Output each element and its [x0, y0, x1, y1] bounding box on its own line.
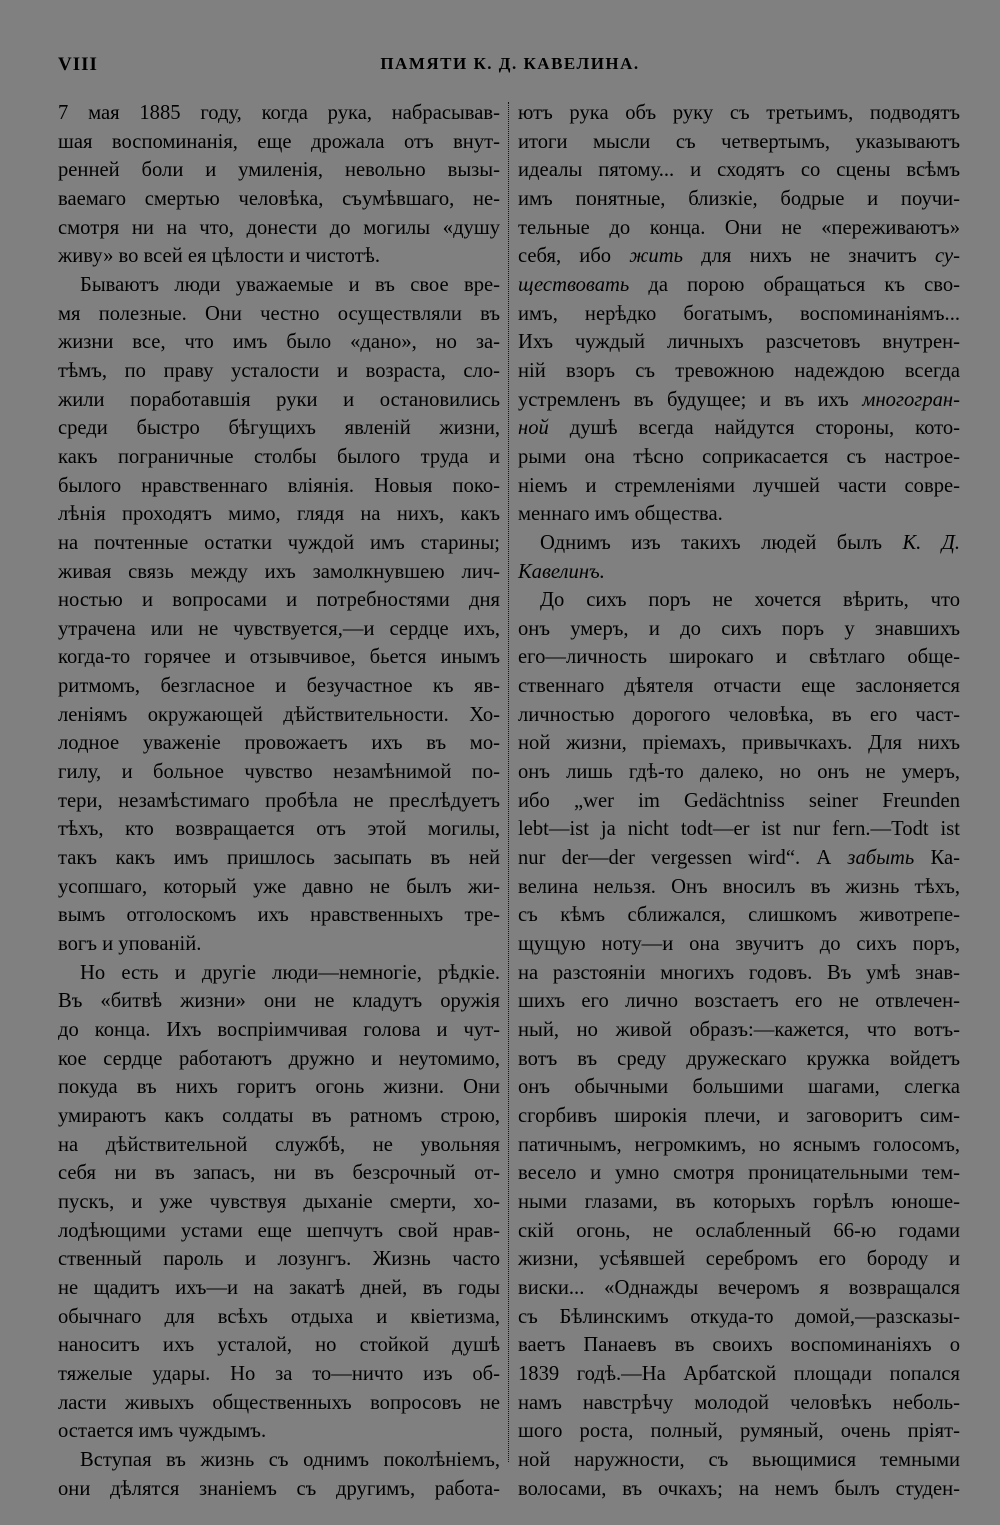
text-line: покуда въ нихъ горитъ огонь жизни. Они [58, 1076, 500, 1099]
text-line [518, 386, 960, 415]
text-line: тяжелые удары. Но за то—ничто изъ об- [58, 1362, 500, 1385]
text-run: ной жизни, пріемахъ, привычкахъ. Для нихъ [518, 732, 960, 755]
text-run: ибо „wer im Gedächtniss seiner Freunden [518, 789, 960, 812]
text-run: съ Бѣлинскимъ откуда-то домой,—разсказы- [518, 1305, 960, 1328]
text-line: вымъ отголоскомъ ихъ нравственныхъ тре- [58, 904, 500, 927]
text-line [518, 1446, 960, 1475]
text-line [518, 1475, 960, 1504]
text-run: имъ, нерѣдко богатымъ, воспоминаніямъ... [518, 302, 960, 325]
text-run: ными глазами, въ которыхъ горѣлъ юноше- [518, 1190, 960, 1213]
text-line: наноситъ ихъ усталой, но стойкой душѣ [58, 1334, 500, 1357]
text-run: ваетъ Панаевъ въ своихъ воспоминаніяхъ о [518, 1334, 960, 1357]
text-run: ніемъ и стремленіями лучшей части совре- [518, 474, 960, 497]
text-run: тельные до конца. Они не «переживаютъ» [518, 216, 960, 239]
text-line [518, 156, 960, 185]
text-run: на разстояніи многихъ годовъ. Въ умѣ знав- [518, 961, 960, 984]
text-line: остается имъ чуждымъ. [58, 1420, 267, 1443]
text-line [518, 959, 960, 988]
text-line: на дѣйствительной службѣ, не увольняя [58, 1133, 500, 1156]
column-divider [508, 102, 509, 1462]
text-line: ственный пароль и лозунгъ. Жизнь часто [58, 1248, 500, 1271]
text-run: да порою обращаться къ сво- [629, 273, 960, 296]
text-line: леніямъ окружающей дѣйствительности. Хо- [58, 703, 500, 726]
text-run: Однимъ изъ такихъ людей былъ [540, 531, 903, 554]
text-line [518, 128, 960, 157]
text-line [518, 1131, 960, 1160]
text-line: мя полезные. Они честно осуществляли въ [58, 302, 500, 325]
running-title: ПАМЯТИ К. Д. КАВЕЛИНА. [380, 54, 640, 73]
text-run: итоги мысли съ четвертымъ, указываютъ [518, 130, 960, 153]
text-line [518, 1245, 960, 1274]
text-line: на почтенные остатки чуждой имъ старины; [58, 531, 500, 554]
text-line: не щадитъ ихъ—и на закатѣ дней, въ годы [58, 1276, 500, 1299]
text-line [518, 472, 960, 501]
text-line [518, 815, 960, 844]
text-run: патичнымъ, негромкимъ, но яснымъ голосомъ, [518, 1133, 960, 1156]
text-run: вотъ въ среду дружескаго кружка войдетъ [518, 1047, 960, 1070]
text-line [518, 672, 960, 701]
text-run: ютъ рука объ руку съ третьимъ, подводятъ [518, 102, 960, 124]
text-line: смотря ни на что, донести до могилы «душу [58, 216, 500, 239]
text-run: сгорбивъ широкія плечи, и заговоритъ сим- [518, 1104, 960, 1127]
text-run: До сихъ поръ не хочется вѣрить, что [540, 589, 960, 612]
text-run: 1839 годѣ.—На Арбатской площади попался [518, 1362, 960, 1385]
text-run: его—личность широкаго и свѣтлаго обще- [518, 646, 960, 669]
text-run: себя, ибо [518, 245, 630, 268]
text-line: себя ни въ запасъ, ни въ безсрочный от- [58, 1162, 500, 1185]
text-line: утрачена или не чувствуется,—и сердце ихъ, [58, 617, 500, 640]
text-run: шого роста, полный, румяный, очень пріят- [518, 1420, 960, 1443]
text-line [518, 1073, 960, 1102]
text-line: ритмомъ, безгласное и безучастное къ яв- [58, 675, 500, 698]
text-line [518, 357, 960, 386]
text-run: онъ лишь гдѣ-то далеко, но онъ не умеръ, [518, 761, 960, 784]
text-run: меннаго имъ общества. [518, 503, 723, 526]
text-line [518, 1217, 960, 1246]
text-line: усопшаго, который уже давно не былъ жи- [58, 875, 500, 898]
text-line: такъ какъ имъ пришлось засыпать въ ней [58, 847, 500, 870]
text-line: тѣхъ, кто возвращается отъ этой могилы, [58, 818, 500, 841]
text-line [518, 643, 960, 672]
text-line [518, 443, 960, 472]
text-line [518, 214, 960, 243]
text-line [518, 586, 960, 615]
text-line [518, 529, 960, 558]
italic-run: ществовать [518, 273, 630, 296]
text-run: личностью дорогого человѣка, въ его част- [518, 703, 960, 726]
text-line [518, 729, 960, 758]
text-line [518, 1331, 960, 1360]
text-line [518, 844, 960, 873]
text-line [518, 1102, 960, 1131]
text-run: велина нельзя. Онъ вносилъ въ жизнь тѣхъ, [518, 875, 960, 898]
right-text-column [518, 99, 960, 1503]
text-line: лѣнія проходятъ мимо, глядя на нихъ, какъ [58, 503, 500, 526]
text-run: рыми она тѣсно соприкасается съ настрое- [518, 445, 960, 468]
text-run: ній взоръ съ тревожною надеждою всегда [518, 359, 960, 382]
text-line [518, 987, 960, 1016]
text-line [518, 558, 960, 587]
text-line: лодное уваженіе провожаетъ ихъ въ мо- [58, 732, 500, 755]
italic-run: Кавелинъ. [518, 560, 605, 583]
text-line: живу» во всей ея цѣлости и чистотѣ. [58, 245, 380, 268]
text-run: душѣ всегда найдутся стороны, кото- [548, 417, 960, 440]
text-line [518, 185, 960, 214]
text-line: какъ пограничные столбы былого труда и [58, 445, 500, 468]
italic-run: су- [934, 245, 960, 268]
text-line [518, 1303, 960, 1332]
text-line [518, 1188, 960, 1217]
text-line [518, 701, 960, 730]
text-line: ваемаго смертью человѣка, съумѣвшаго, не- [58, 187, 500, 210]
text-line: тери, незамѣстимаго пробѣла не преслѣдуетъ [58, 789, 500, 812]
text-line: умираютъ какъ солдаты въ ратномъ строю, [58, 1104, 500, 1127]
text-line [518, 1159, 960, 1188]
text-run: для нихъ не значитъ [682, 245, 935, 268]
text-line [518, 271, 960, 300]
text-run: имъ понятные, близкіе, бодрые и поучи- [518, 187, 960, 210]
text-line [518, 615, 960, 644]
text-run: весело и умно смотря проницательными тем- [518, 1162, 960, 1185]
text-run: nur der—der vergessen wird“. А [518, 847, 848, 870]
text-line: Бываютъ люди уважаемые и въ свое вре- [80, 273, 500, 296]
text-run: ственнаго дѣятеля отчасти еще заслоняется [518, 675, 960, 698]
text-run: щущую ноту—и она звучитъ до сихъ поръ, [518, 933, 960, 956]
text-line: ренней боли и умиленія, невольно вызы- [58, 159, 500, 182]
text-line: Вступая въ жизнь съ однимъ поколѣніемъ, [80, 1448, 500, 1471]
text-line [518, 1274, 960, 1303]
text-line [518, 99, 960, 128]
text-run: съ кѣмъ сближался, слишкомъ животрепе- [518, 904, 960, 927]
text-line: когда-то горячее и отзывчивое, бьется инымъ [58, 646, 500, 669]
text-line: до конца. Ихъ воспріимчивая голова и чут- [58, 1019, 500, 1041]
text-line: 7 мая 1885 году, когда рука, набрасывав- [58, 102, 500, 124]
text-run: идеалы пятому... и сходятъ со сцены всѣмъ [518, 159, 960, 182]
text-line [518, 1016, 960, 1045]
text-run: ной наружности, съ вьющимися темными [518, 1448, 960, 1471]
text-run: онъ обычными большими шагами, слегка [518, 1076, 960, 1099]
text-line: жизни все, что имъ было «дано», но за- [58, 331, 500, 354]
text-line: пускъ, и уже чувствуя дыханіе смерти, хо- [58, 1190, 500, 1213]
text-line [518, 1360, 960, 1389]
text-line: лодѣющими устами еще шепчутъ свой нрав- [58, 1219, 500, 1242]
page-number: VIII [58, 54, 98, 75]
text-line [518, 1389, 960, 1418]
text-line [518, 901, 960, 930]
text-line: ностью и вопросами и потребностями дня [58, 589, 500, 612]
text-line: вогъ и упованій. [58, 933, 202, 956]
text-run: Ихъ чуждый личныхъ разсчетовъ внутрен- [518, 331, 960, 354]
text-line [518, 930, 960, 959]
text-line: Но есть и другіе люди—немногіе, рѣдкіе. [80, 961, 500, 984]
text-line: шая воспоминанія, еще дрожала отъ внут- [58, 130, 500, 153]
italic-run: К. Д. [902, 531, 960, 554]
text-line [518, 242, 960, 271]
text-run: виски... «Однажды вечеромъ я возвращался [518, 1276, 960, 1299]
text-run: устремленъ въ будущее; и въ ихъ [518, 388, 863, 411]
text-line: былого нравственнаго вліянія. Новыя поко- [58, 474, 500, 497]
text-line: обычнаго для всѣхъ отдыха и квіетизма, [58, 1305, 500, 1328]
text-line: тѣмъ, по праву усталости и возраста, сло- [58, 359, 500, 382]
text-line [518, 873, 960, 902]
text-line: кое сердце работаютъ дружно и неутомимо, [58, 1047, 500, 1070]
text-line [518, 787, 960, 816]
text-line [518, 758, 960, 787]
text-line: жили поработавшія руки и остановились [58, 388, 500, 411]
text-run: скій огонь, не ослабленный 66-ю годами [518, 1219, 960, 1242]
italic-run: забыть [847, 847, 915, 870]
italic-run: ной [518, 417, 549, 440]
text-run: намъ навстрѣчу молодой человѣкъ неболь- [518, 1391, 960, 1414]
text-line [518, 328, 960, 357]
text-line [518, 500, 960, 529]
italic-run: многогран- [862, 388, 960, 411]
text-run: шихъ его лично возстаетъ его не отвлечен- [518, 990, 960, 1013]
text-run: lebt—ist ja nicht todt—er ist nur fern.—Todt ist [518, 818, 960, 841]
text-run: ный, но живой образъ:—кажется, что вотъ- [518, 1019, 960, 1041]
text-line: живая связь между ихъ замолкнувшею лич- [58, 560, 500, 583]
left-text-column [58, 99, 500, 1503]
text-line [518, 1045, 960, 1074]
text-line: гилу, и больное чувство незамѣнимой по- [58, 761, 500, 784]
text-run: жизни, усѣявшей серебромъ его бороду и [518, 1248, 960, 1271]
running-head [58, 50, 962, 84]
text-line: среди быстро бѣгущихъ явленій жизни, [58, 417, 500, 440]
text-line [518, 414, 960, 443]
text-run: волосами, въ очкахъ; на немъ былъ студен- [518, 1477, 960, 1500]
text-run: онъ умеръ, и до сихъ поръ у знавшихъ [518, 617, 960, 640]
text-line [518, 1417, 960, 1446]
text-line: Въ «битвѣ жизни» они не кладутъ оружія [58, 990, 500, 1013]
text-line: они дѣлятся знаніемъ съ другимъ, работа- [58, 1477, 500, 1500]
text-line [518, 300, 960, 329]
italic-run: жить [629, 245, 683, 268]
text-run: Ка- [914, 847, 960, 870]
text-line: ласти живыхъ общественныхъ вопросовъ не [58, 1391, 500, 1414]
